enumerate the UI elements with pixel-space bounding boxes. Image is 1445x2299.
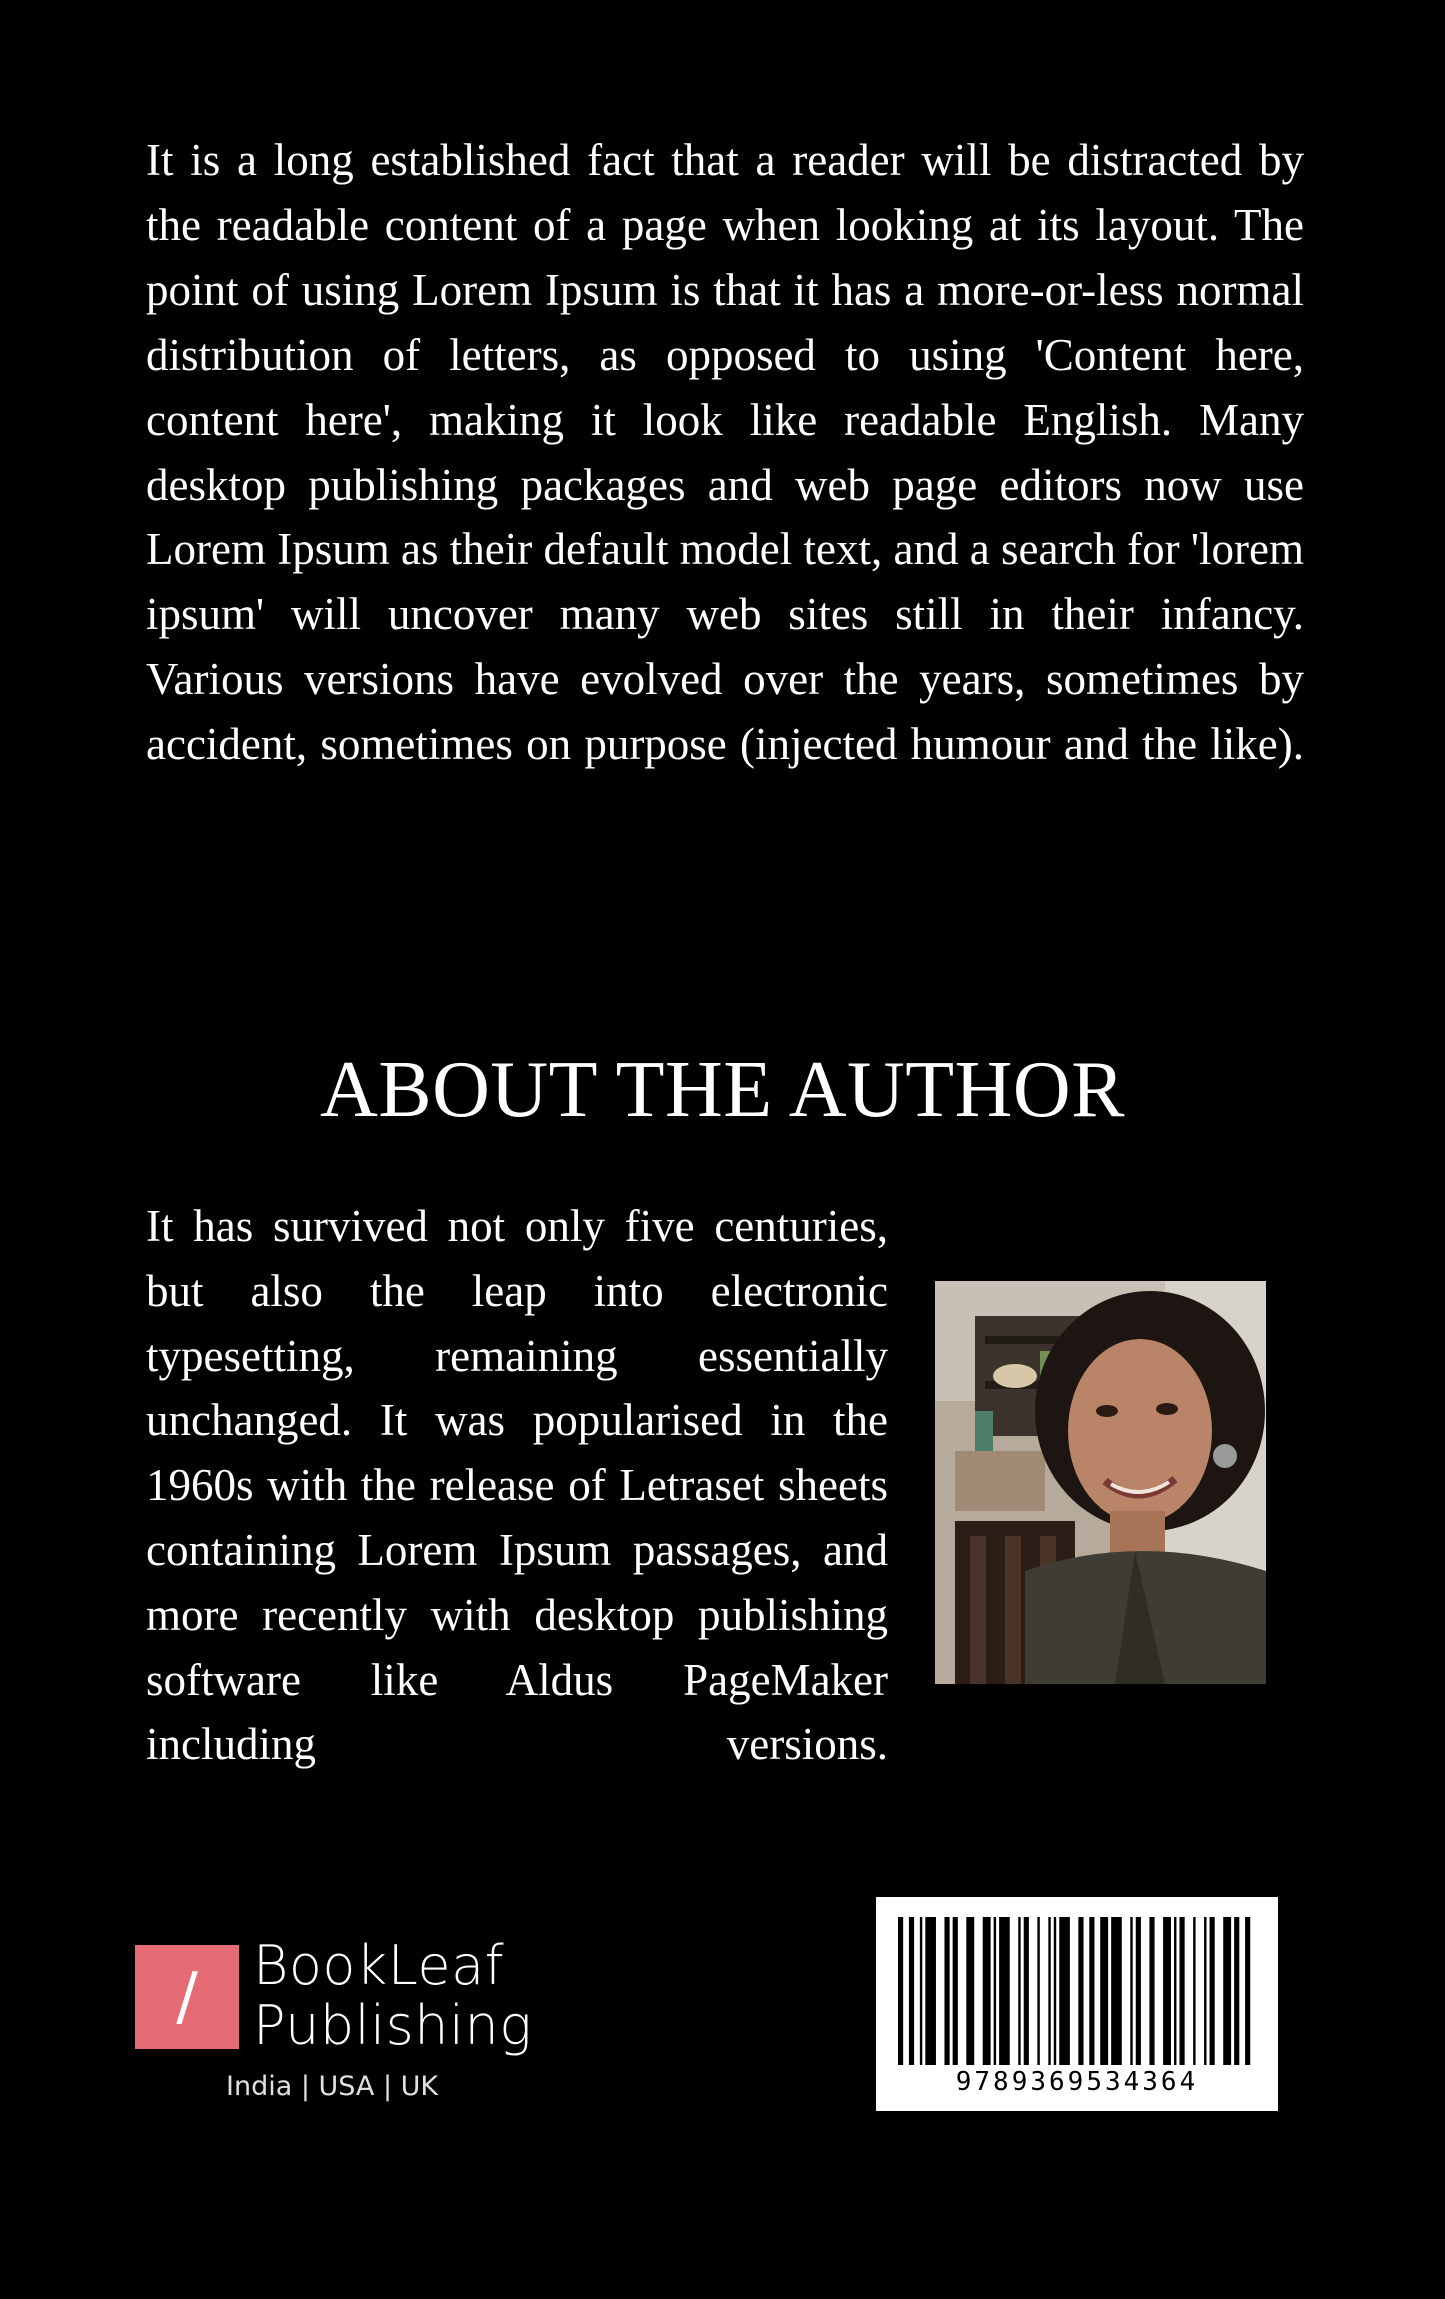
publisher-name-line1: BookLeaf [253, 1934, 505, 1997]
barcode-bar [1179, 1917, 1184, 2065]
barcode-bar [1054, 1917, 1056, 2065]
blurb-text: It is a long established fact that a reader will be distracted by the readable content of a page when looking at its layout. The point of using Lorem Ipsum is that it has a more-or-less normal distribution of letters, as opposed to using 'Content here, content here', making it look like readable English. Many desktop publishing packages and web page editors now use Lorem Ipsum as their default model text, and a search for 'lorem ipsum' will uncover many web sites still in their infancy. Various versions have evolved over the years, sometimes by accident, sometimes on purpose (injected humour and the like). [146, 135, 1304, 770]
barcode-bar [1149, 1917, 1154, 2065]
barcode-bar [1037, 1917, 1039, 2065]
barcode-bar [1204, 1917, 1206, 2065]
barcode-bars [898, 1917, 1256, 2065]
barcode-bar [1163, 1917, 1171, 2065]
barcode-bar [953, 1917, 958, 2065]
barcode-bar [994, 1917, 996, 2065]
barcode-bar [1078, 1917, 1083, 2065]
isbn-number: 9789369534364 [955, 2067, 1199, 2097]
author-bio-text: It has survived not only five centuries, but also the leap into electronic typesetting, remaining essentially unchanged. It was popularised in the 1960s with the release of Letraset sheets containing Lorem Ipsum passages, and more recently with desktop publishing software like Aldus PageMaker including versions. [146, 1201, 888, 1770]
barcode-bar [1111, 1917, 1122, 2065]
barcode-bar [1100, 1917, 1108, 2065]
barcode-bar [944, 1917, 949, 2065]
isbn-barcode [876, 1897, 1278, 2111]
publisher-name [253, 1936, 532, 2056]
publisher-regions: India | USA | UK [226, 2071, 439, 2102]
barcode-bar [1223, 1917, 1231, 2065]
publisher-logo-slash: / [176, 1960, 198, 2034]
publisher-logo-mark [135, 1945, 239, 2049]
barcode-bar [925, 1917, 936, 2065]
barcode-bar [1024, 1917, 1029, 2065]
barcode-bar [983, 1917, 991, 2065]
barcode-bar [1234, 1917, 1239, 2065]
barcode-bar [1018, 1917, 1020, 2065]
author-photo [935, 1281, 1266, 1684]
barcode-bar [999, 1917, 1010, 2065]
barcode-bar [920, 1917, 922, 2065]
barcode-bar [1089, 1917, 1094, 2065]
barcode-bar [1245, 1917, 1250, 2065]
barcode-bar [1174, 1917, 1176, 2065]
barcode-bar [1048, 1917, 1050, 2065]
barcode-bar [1193, 1917, 1195, 2065]
barcode-bar [1130, 1917, 1132, 2065]
barcode-bar [898, 1917, 903, 2065]
barcode-bar [909, 1917, 914, 2065]
publisher-name-line2: Publishing [253, 1994, 533, 2057]
barcode-bar [1136, 1917, 1141, 2065]
about-author-heading: ABOUT THE AUTHOR [319, 1046, 1126, 1134]
barcode-bar [966, 1917, 974, 2065]
barcode-bar [1210, 1917, 1215, 2065]
barcode-bar [1059, 1917, 1070, 2065]
